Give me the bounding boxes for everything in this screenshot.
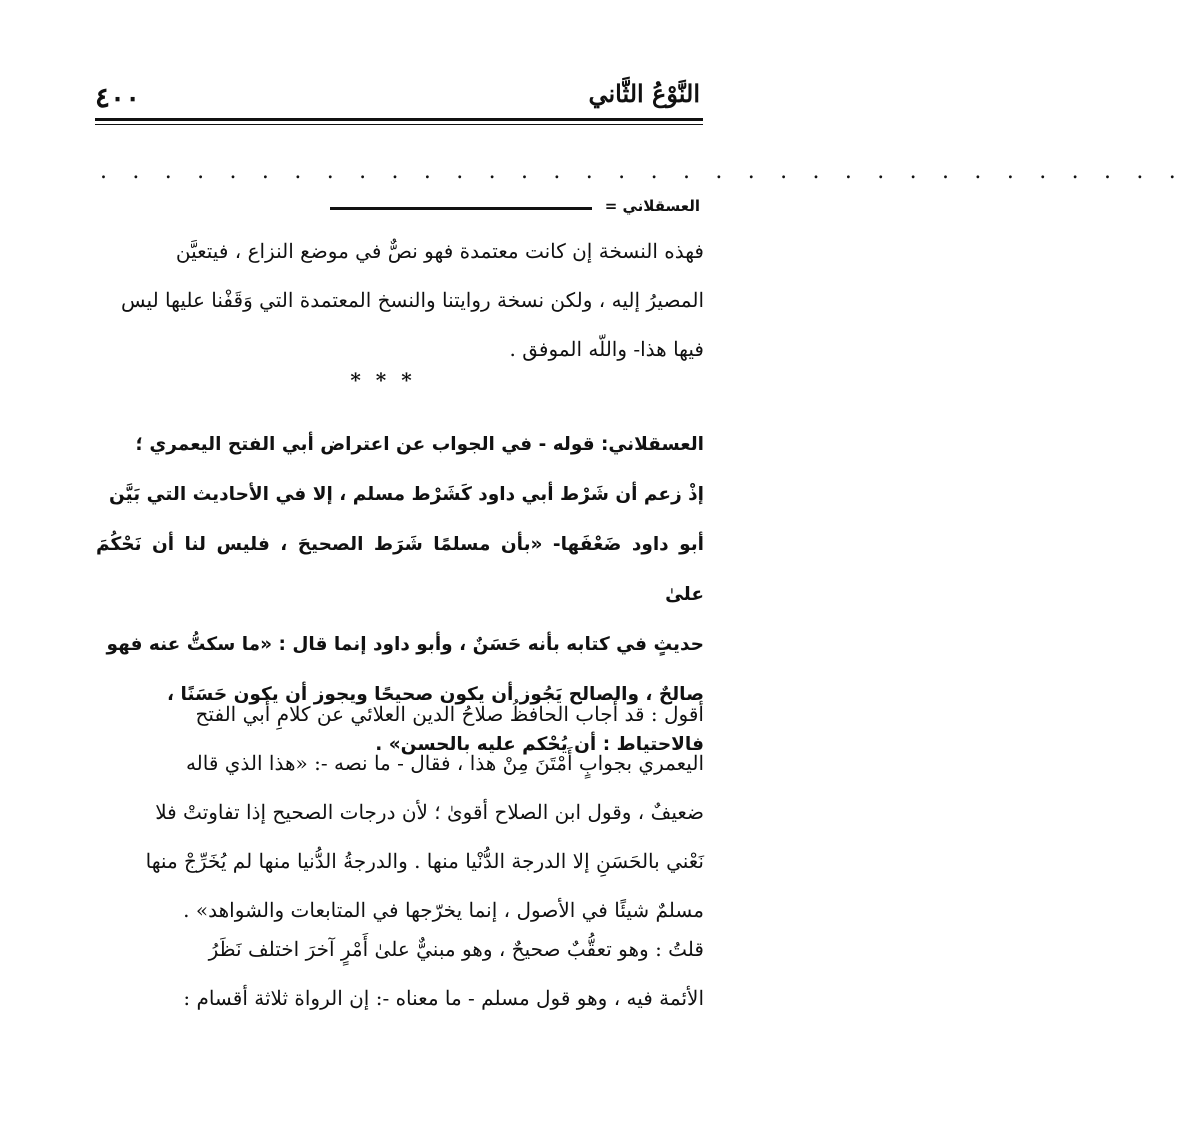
header-rule-thin bbox=[95, 124, 703, 125]
paragraph-3 bbox=[96, 690, 704, 935]
paragraph-line: فالاحتياط : أن يُحْكم عليه بالحسن» . bbox=[375, 734, 704, 755]
header-rule-thick bbox=[95, 118, 703, 121]
paragraph-line: العسقلاني: قوله - في الجواب عن اعتراض أبي الفتح اليعمري ؛ bbox=[135, 434, 704, 455]
running-title: النَّوْعُ الثَّاني bbox=[588, 79, 700, 108]
separator-dots: . . . . . . . . . . . . . . . . . . . . . . . . . . . . . . . . . . bbox=[100, 159, 1185, 184]
paragraph-line: قلتُ : وهو تعقُّبٌ صحيحٌ ، وهو مبنيٌّ علىٰ أَمْرٍ آخرَ اختلف نَظَرُ bbox=[208, 937, 704, 961]
section-stars: * * * bbox=[350, 368, 416, 392]
paragraph-line: نَعْني بالحَسَنِ إلا الدرجة الدُّنْيا منها . والدرجةُ الدُّنيا منها لم يُخَرِّجْ منها bbox=[145, 849, 704, 873]
paragraph-line: فيها هذا- واللّه الموفق . bbox=[509, 337, 704, 361]
page-header bbox=[95, 75, 700, 115]
paragraph-1 bbox=[96, 227, 704, 374]
paragraph-4 bbox=[96, 925, 704, 1023]
paragraph-line: أبو داود ضَعْفَها- «بأن مسلمًا شَرَط الصحيحَ ، فليس لنا أن نَحْكُمَ علىٰ bbox=[96, 534, 704, 605]
page-number: ٤٠٠ bbox=[95, 81, 141, 114]
paragraph-line: صالحٌ ، والصالح يَجُوز أن يكون صحيحًا ويجوز أن يكون حَسَنًا ، bbox=[167, 684, 704, 705]
paragraph-line: إذْ زعم أن شَرْط أبي داود كَشَرْط مسلم ، إلا في الأحاديث التي بَيَّن bbox=[109, 484, 704, 505]
paragraph-line: اليعمري بجوابٍ أَمْتَنَ مِنْ هذا ، فقال - ما نصه -: «هذا الذي قاله bbox=[185, 751, 704, 775]
commentary-label: العسقلاني = bbox=[604, 197, 700, 215]
paragraph-line: فهذه النسخة إن كانت معتمدة فهو نصٌّ في موضع النزاع ، فيتعيَّن bbox=[175, 239, 704, 263]
paragraph-line: المصيرُ إليه ، ولكن نسخة روايتنا والنسخ المعتمدة التي وَقَفْنا عليها ليس bbox=[121, 288, 704, 312]
commentary-label-line bbox=[330, 207, 592, 210]
paragraph-line: حديثٍ في كتابه بأنه حَسَنٌ ، وأبو داود إنما قال : «ما سكتُّ عنه فهو bbox=[106, 634, 704, 655]
paragraph-line: أقول : قد أجاب الحافظُ صلاحُ الدين العلائي عن كلامِ أبي الفتح bbox=[195, 702, 704, 726]
paragraph-line: الأئمة فيه ، وهو قول مسلم - ما معناه -: إن الرواة ثلاثة أقسام : bbox=[183, 986, 704, 1010]
paragraph-line: مسلمٌ شيئًا في الأصول ، إنما يخرّجها في المتابعات والشواهد» . bbox=[183, 898, 704, 922]
paragraph-line: ضعيفٌ ، وقول ابن الصلاح أقوىٰ ؛ لأن درجات الصحيح إذا تفاوتتْ فلا bbox=[155, 800, 704, 824]
